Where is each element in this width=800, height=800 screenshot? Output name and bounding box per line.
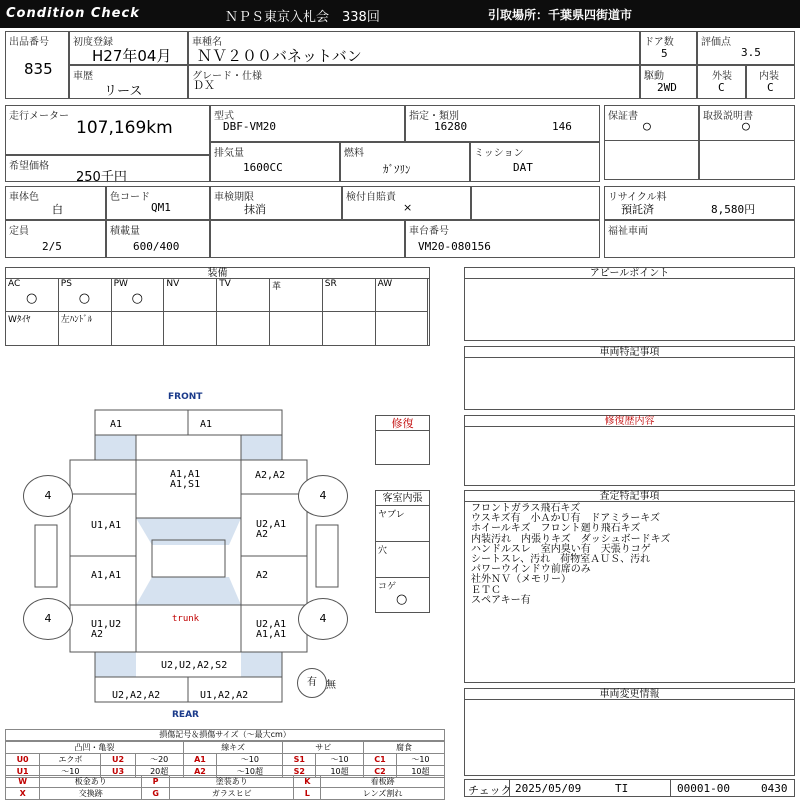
manual-mark: ○: [742, 119, 750, 134]
panel-right-rear-quarter: U2,A1 A1,A1: [256, 619, 287, 640]
check-code-2: 0430: [761, 782, 788, 795]
body-color-label: 車体色: [9, 192, 39, 203]
equip-mark: ○: [131, 291, 143, 306]
doors-value: 5: [661, 47, 668, 60]
category-value: 146: [552, 120, 572, 133]
recycle-label: リサイクル料: [608, 192, 667, 203]
drive-label: 駆動: [644, 71, 664, 82]
equip-label: 左ﾊﾝﾄﾞﾙ: [60, 315, 93, 325]
legend-cell: 20超: [135, 766, 183, 778]
legend-group: 線キズ: [183, 742, 283, 754]
check-date: 2025/05/09: [515, 782, 582, 795]
warranty-label: 保証書: [608, 111, 638, 122]
color-code-value: QM1: [151, 201, 171, 214]
tire-front-right: [298, 475, 348, 517]
legend-cell: A2: [183, 766, 217, 778]
auction-title: ＮＰＳ東京入札会 338回: [225, 10, 380, 25]
score-value: 3.5: [741, 46, 761, 59]
recycle-status: 預託済: [621, 203, 654, 216]
vehicle-name: ＮＶ２００バネットバン: [197, 47, 362, 65]
price-label: 希望価格: [9, 161, 49, 172]
chassis-value: VM20-080156: [418, 240, 491, 253]
legend-cell: 〜10超: [217, 766, 283, 778]
cabin-row-label: コゲ: [378, 582, 397, 592]
equip-label: PW: [113, 279, 128, 289]
inspection-notes-text: フロントガラス飛石キズ ウスキズ有 小ＡかＵ有 ドアミラーキズ ホイールキズ フロント廻り飛石キズ 内装汚れ 内張りキズ ダッシュボードキズ ハンドルスレ 室内臭い有 天張りコゲ シートスレ、汚れ 荷物室ＡＵＳ、汚れ パワーウインドウ前席のみ 社外ＮＶ（メモリー） ＥＴＣ スペアキー有: [471, 503, 671, 606]
legend-cell: 板金あり: [40, 776, 142, 788]
legend-group: 凸凹・亀裂: [6, 742, 184, 754]
exterior-value: C: [718, 81, 725, 94]
tire-rear-left: [23, 598, 73, 640]
legend-cell: K: [294, 776, 321, 788]
grade-value: ＤＸ: [193, 79, 215, 92]
spare-ari: 有: [307, 677, 317, 688]
legend-cell: 〜10: [217, 754, 283, 766]
cabin-row-mark: ○: [396, 592, 408, 607]
panel-left-rear-quarter: U1,U2 A2: [91, 619, 122, 640]
rear-label: REAR: [172, 710, 199, 720]
odometer-value: 107,169km: [76, 118, 173, 138]
panel-right-front-door: U2,A1 A2: [256, 519, 287, 540]
vehicle-name-label: 車種名: [192, 37, 222, 48]
legend-group: サビ: [283, 742, 364, 754]
legend-cell: A1: [183, 754, 217, 766]
tire-front-left: [23, 475, 73, 517]
legend-cell: G: [142, 788, 170, 800]
equipment-title: 装備: [6, 268, 429, 279]
equip-label: NV: [166, 279, 180, 289]
fuel-label: 燃料: [344, 148, 364, 159]
warranty-mark: ○: [643, 119, 651, 134]
recycle-fee: 8,580円: [711, 203, 756, 216]
legend-cell: U2: [101, 754, 135, 766]
first-reg-label: 初度登録: [73, 37, 113, 48]
legend-cell: レンズ割れ: [321, 788, 445, 800]
legend-cell: エクボ: [40, 754, 101, 766]
interior-value: C: [767, 81, 774, 94]
equip-mark: ○: [78, 291, 91, 306]
legend-cell: P: [142, 776, 170, 788]
equip-label: PS: [60, 279, 72, 289]
legend-title: 損傷記号＆損傷サイズ（〜最大cm）: [5, 729, 445, 741]
body-color-value: 白: [52, 203, 63, 216]
equip-label: TV: [219, 279, 231, 289]
legend-table: [5, 741, 445, 778]
inspection-notes-title: 査定特記事項: [465, 491, 794, 502]
designation-label: 指定・類別: [409, 111, 459, 122]
welfare-label: 福祉車両: [608, 226, 648, 237]
legend-cell: 10超: [316, 766, 364, 778]
doors-label: ドア数: [644, 37, 674, 48]
check-code-1: 00001-00: [677, 782, 730, 795]
panel-hood: A1,A1 A1,S1: [170, 469, 201, 490]
equip-label: AC: [8, 279, 21, 289]
panel-rear-bumper-left: U2,A2,A2: [112, 690, 161, 701]
legend-cell: 10超: [396, 766, 444, 778]
panel-right-front-fender: A2,A2: [255, 470, 286, 481]
first-reg-value: H27年04月: [92, 47, 172, 65]
displacement-value: 1600CC: [243, 161, 283, 174]
chassis-label: 車台番号: [409, 226, 449, 237]
legend-cell: X: [6, 788, 40, 800]
tire-front-left-value: 4: [44, 489, 52, 502]
cabin-row-label: ヤブレ: [378, 510, 405, 520]
legend-group: 腐食: [364, 742, 445, 754]
equip-label: AW: [377, 279, 393, 289]
pickup-location: 引取場所：千葉県四街道市: [488, 8, 633, 22]
score-label: 評価点: [701, 37, 731, 48]
history-value: リース: [104, 84, 143, 99]
designation-value: 16280: [434, 120, 468, 133]
tire-rear-right: [298, 598, 348, 640]
capacity-value: 2/5: [42, 240, 62, 253]
legend-cell: L: [294, 788, 321, 800]
legend-cell: 〜10: [316, 754, 364, 766]
equip-label: 革: [272, 282, 282, 292]
inspection-label: 車検期限: [214, 192, 254, 203]
equip-mark: ○: [26, 291, 38, 306]
spare-tire-icon: [297, 668, 327, 698]
model-value: DBF-VM20: [223, 120, 276, 133]
repair-title: 修復: [376, 416, 429, 431]
panel-rear-gate: U2,U2,A2,S2: [161, 660, 228, 671]
repair-content-title: 修復歴内容: [465, 416, 794, 427]
panel-front-left: A1: [110, 419, 123, 430]
legend-cell: U3: [101, 766, 135, 778]
displacement-label: 排気量: [214, 148, 244, 159]
front-label: FRONT: [168, 392, 203, 402]
legend-cell: 〜10: [396, 754, 444, 766]
tire-rear-left-value: 4: [44, 612, 52, 625]
change-info-title: 車両変更情報: [465, 689, 794, 700]
panel-right-rear-door: A2: [256, 570, 269, 581]
legend-cell: U1: [6, 766, 40, 778]
check-initials: TI: [615, 782, 629, 795]
interior-label: 内装: [759, 71, 779, 82]
grade-label: グレード・仕様: [192, 71, 262, 82]
legend-cell: U0: [6, 754, 40, 766]
legend-cell: 〜10: [40, 766, 101, 778]
legend-cell: 交換跡: [40, 788, 142, 800]
price-value: 250千円: [76, 170, 127, 185]
lot-number: 835: [24, 60, 53, 78]
cabin-row-label: 穴: [378, 546, 388, 556]
model-label: 型式: [214, 111, 234, 122]
legend-cell: 〜20: [135, 754, 183, 766]
legend-cell: 塗装あり: [170, 776, 294, 788]
load-label: 積載量: [110, 226, 140, 237]
legend-cell: 看板跡: [321, 776, 445, 788]
odometer-label: 走行メーター: [9, 111, 69, 122]
legend-cell: S1: [283, 754, 316, 766]
spare-nashi: 無: [326, 680, 336, 691]
fuel-value: ｶﾞｿﾘﾝ: [383, 163, 411, 176]
load-value: 600/400: [133, 240, 180, 253]
exterior-label: 外装: [712, 71, 732, 82]
mission-value: DAT: [513, 161, 533, 174]
panel-rear-bumper-right: U1,A2,A2: [200, 690, 249, 701]
capacity-label: 定員: [9, 226, 29, 237]
history-label: 車歴: [73, 71, 93, 82]
check-label: チェック: [468, 784, 512, 797]
legend-cell: S2: [283, 766, 316, 778]
tire-front-right-value: 4: [319, 489, 327, 502]
panel-left-rear-door: A1,A1: [91, 570, 122, 581]
legend-cell: C1: [364, 754, 397, 766]
liability-value: ×: [403, 201, 413, 214]
liability-label: 検付自賠責: [346, 192, 396, 203]
inspection-value: 抹消: [244, 203, 266, 216]
special-title: 車両特記事項: [465, 347, 794, 358]
legend-cell: C2: [364, 766, 397, 778]
legend-table-2: [5, 775, 445, 800]
equip-label: Wﾀｲﾔ: [8, 315, 31, 325]
legend-cell: W: [6, 776, 40, 788]
panel-left-front-door: U1,A1: [91, 520, 122, 531]
trunk-label: trunk: [172, 614, 200, 624]
condition-check-title: Condition Check: [6, 6, 140, 21]
appeal-title: アピールポイント: [465, 268, 794, 279]
color-code-label: 色コード: [110, 192, 150, 203]
manual-label: 取扱説明書: [703, 111, 753, 122]
cabin-title: 客室内張: [376, 491, 429, 506]
legend-cell: ガラスヒビ: [170, 788, 294, 800]
equip-label: SR: [324, 279, 337, 289]
drive-value: 2WD: [657, 81, 677, 94]
mission-label: ミッション: [474, 148, 524, 159]
lot-label: 出品番号: [9, 37, 49, 48]
tire-rear-right-value: 4: [319, 612, 327, 625]
panel-front-right: A1: [200, 419, 213, 430]
